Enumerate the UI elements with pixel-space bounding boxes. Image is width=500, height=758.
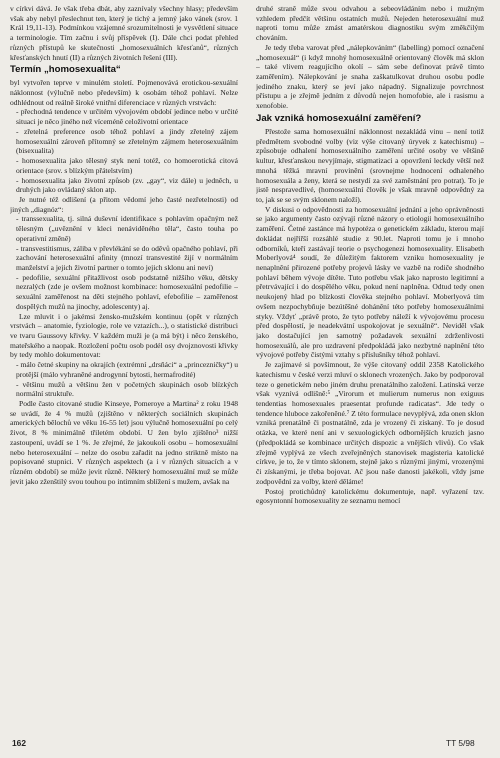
- diagnoses-paragraph: Je nutné též odlišení (a přitom vědomí jeho časté nezřetelnosti) od jiných „diagnóz“:: [10, 194, 238, 214]
- continuum-paragraph: Lze mluvit i o jakémsi žensko-mužském kontinuu (opět v různých vrstvách – anatomie, fyziologie, role ve vztazích...), o statistické distribuci ve tvaru Gaussovy křivky. V každém muži je (a má být) i něco ženského, mateřského a naopak. Rozložení počtu osob podél osy dvojznovosti křivky by tedy mohlo dokumentovat:: [10, 311, 238, 360]
- list-item: - homosexualita jako životní způsob (zv. „gay“, viz dále) u jedněch, u druhých jako ovládaný sklon atp.: [16, 175, 238, 195]
- left-column: [10, 4, 238, 728]
- page-number: 162: [12, 738, 26, 748]
- intro-paragraph: v církvi dává. Je však třeba dbát, aby zaznívaly všechny hlasy; především však aby nebyl přeslechnut ten, který je tichý a jemný jako vánek (srov. 1 Král 19,11-13). Podmínkou vzájemné srozumitelnosti je vysvětlení situace a terminologie. Tím začnu i svůj příspěvek (I). Dále chci podat přehled různých přístupů ke skutečnosti „homosexuálních křesťanů“, různých křesťanských hnutí (II) a různých životních řešení (III).: [10, 4, 238, 62]
- list-item: - přechodná tendence v určitém vývojovém období jedince nebo v určité situaci je něco jiného než víceméně celoživotní orientace: [16, 107, 238, 127]
- list-item: - homosexualita jako tělesný styk není totéž, co homoerotická citová orientace (srov. s blízkým přátelstvím): [16, 156, 238, 175]
- list-item: - málo četné skupiny na okrajích (extrémní „drsňáci“ a „princezničky“) u protější (málo vyhraněné androgynní bytosti, hermafrodité): [16, 360, 238, 379]
- continuation-paragraph: druhé straně může svou odvahou a sebeovládáním nebo i mužným vzhledem předčít většinu ostatních mužů. Nejeden heterosexuální muž naproti tomu může zmást amatérskou diagnostiku svým změkčilým chováním.: [256, 4, 484, 43]
- statistics-paragraph: Podle často citované studie Kinseye, Pomeroye a Martina² z roku 1948 se uvádí, že 4 % mužů (zjištěno v některých sociálních skupinách amerických bělochů ve věku 16-55 let) jsou výlučně homosexuální po celý život, 8 % minimálně třiletém období. U žen bylo zjištěno³ nižší zastoupení, uvádí se 1 %. Je zřejmé, že jakoukoli osobu – homosexuální nebo heterosexuální – nelze do osobu zařadit na jedno striktně místo na popisované stupnici. V různých aspektech (a i v různých situacích a v různém období) se může jevit různě. Některý homosexuální muž se může jevit jako zženštilý svou touhou po intimním sblížení s mužem, avšak na: [10, 399, 238, 486]
- list-item: - transsexualita, tj. silná duševní identifikace s pohlavím opačným než tělesným („uvěznění v kleci nenáviděného těla“, často touha po operativní změně): [16, 214, 238, 243]
- heading-origin: Jak vzniká homosexuální zaměření?: [256, 112, 422, 124]
- issue-label: TT 5/98: [446, 738, 475, 748]
- heading-term-homosexuality: Termín „homosexualita“: [10, 64, 121, 76]
- page-footer: [0, 738, 500, 752]
- labelling-paragraph: Je tedy třeba varovat před „nálepkováním“ (labelling) pomocí označení „homosexuál“ (i když mnohý homosexuálně orientovaný člověk má sklon – také vlivem reagujícího okolí – sám sebe definovat právě tímto zaměřením). Nálepkování je snaha zaškatulkovat druhou osobu podle jediného znaku, který se jeví jako nápadný. Signalizuje povrchnost přístupu a je zřejmě jedním z důvodů nejen homofobie, ale i rasismu a xenofobie.: [256, 42, 484, 111]
- right-column: [256, 4, 484, 728]
- list-item: - transvestitismus, záliba v převlékání se do oděvů opačného pohlaví, při zachování heterosexuální afinity (mnozí transvestité žijí v normálním manželství a jejich životní partner o tomto jejich sklonu ani neví): [16, 243, 238, 272]
- list-item: - zřetelná preference osob téhož pohlaví a jindy zřetelný zájem homosexuální zároveň přítomný se zřetelným zájmem heterosexuálním (bisexualita): [16, 126, 238, 156]
- term-paragraph: byl vytvořen teprve v minulém století. Pojmenovává erotickou-sexuální náklonnost (výlučně nebo především) k osobám téhož pohlaví. Nelze odhlédnout od reálně široké vnitřní diferenciace v různých vrstvách:: [10, 78, 238, 107]
- final-paragraph: Postoj protichůdný katolickému dokumentuje, např. vyřazení tzv. egosyntonní homosexuality ze seznamu nemocí: [256, 486, 484, 506]
- catechism-paragraph: Je zajímavé si povšimnout, že výše citovaný oddíl 2358 Katolického katechismu v české verzi mluví o sklonech vrozených. Jako by podporoval teze o genetickém nebo jiném druhu prenatálního založení. Latinská verze však vyznívá odlišně:⁵ „Virorum et mulierum numerus non exiguus tendentias homosexuales praesentat profunde radicatas“. Jde tedy o tendence hluboce zakořeněné.⁷ Z této formulace nevyplývá, zda onen sklon vzniká prenatálně či postnatálně, zda je vrozený či získaný. To je dosud otázka, ve které není ani v sexuologických odbornějších kruzích jasno (předpokládá se kombinace určitých dispozic a vnějších vlivů). Co však zřejmě vyplývá ze všech zveřejněných stanovisek magisteria katolické církve, je to, že v tímto sklonem, stejně jako s různými jinými, vrozenými či získanými, je třeba bojovat. Ač jsou naše danosti jakékoli, vždy jsme zodpovědní za volby, které děláme!: [256, 360, 484, 486]
- responsibility-paragraph: V diskusi o odpovědnosti za homosexuální jednání a jeho oprávněnosti se jako argumenty často ozývají různé názory o etiologii homosexuálního zaměření. Četné zastánce má hypotéza o genetickém základu, kterou mají dokládat nejřiřší rozsáhlé studie z 90.let. Naproti tomu je i mnoho odborníků, kteří zastávají teorie o psychogenezi homosexuality. Elisabeth Moberlyová⁴ soudí, že důležitým faktorem vzniku homosexuality je nenaplnění přirozené potřeby projevů lásky ve vazbě na rodiče shodného pohlaví během vývoje dítěte. Tuto potřebu však jako naprosto legitimní a přetrvávající i do dospělého věku, pokud není naplněna. Odtud tedy onen neukojený hlad po blízkosti člověka stejného pohlaví. Moberlyová tím ovšem nezpochybňuje bezútěšné dohánění této potřeby homosexuálními styky. Vždyť „právě proto, že tyto potřeby náleží k vývojovému procesu před dospělostí, je neadekvátní uspokojovat je sexuálně“. Neviděl však jako dostačující jen samotný požadavek sexuální zdrženlivosti homosexuálů, ale pro uzdravení předpokládá jako nezbytné naplnění této vývojové potřeby čistými vztahy s příslušníky téhož pohlaví.: [256, 204, 484, 360]
- list-item: - většinu mužů a většinu žen v početných skupinách osob blízkých normální struktuře.: [16, 379, 238, 399]
- origin-paragraph: Přestože sama homosexuální náklonnost nezakládá vinu – není totiž předmětem svobodné volby (viz výše citovaný úryvek z katechismu) – způsobuje odhalení homosexuálního zaměření určité osoby ve většině kultur, křesťanskou nevyjímaje, stigmatizaci a opovržení leckdy větší než mnohá těžká mravní provinění (srovnejme hodnocení odhaleného homosexuála a ženy, která se nestydí za své zaměstnání pro potrat). To je jistě nespravedlivé, (homosexuální člověk je však mravně odpovědný za to, jak se se svým sklonem naloží).: [256, 126, 484, 204]
- list-item: - pedofilie, sexuální přitažlivost osob podstatně nižšího věku, dětsky nezralých (zde je ovšem možnost kombinace: homosexuální pedofilie – sexuální zaměřenost na děti stejného pohlaví, efebofilie – zaměřenost dospělých mužů na jinochy, adolescenty) aj.: [16, 272, 238, 311]
